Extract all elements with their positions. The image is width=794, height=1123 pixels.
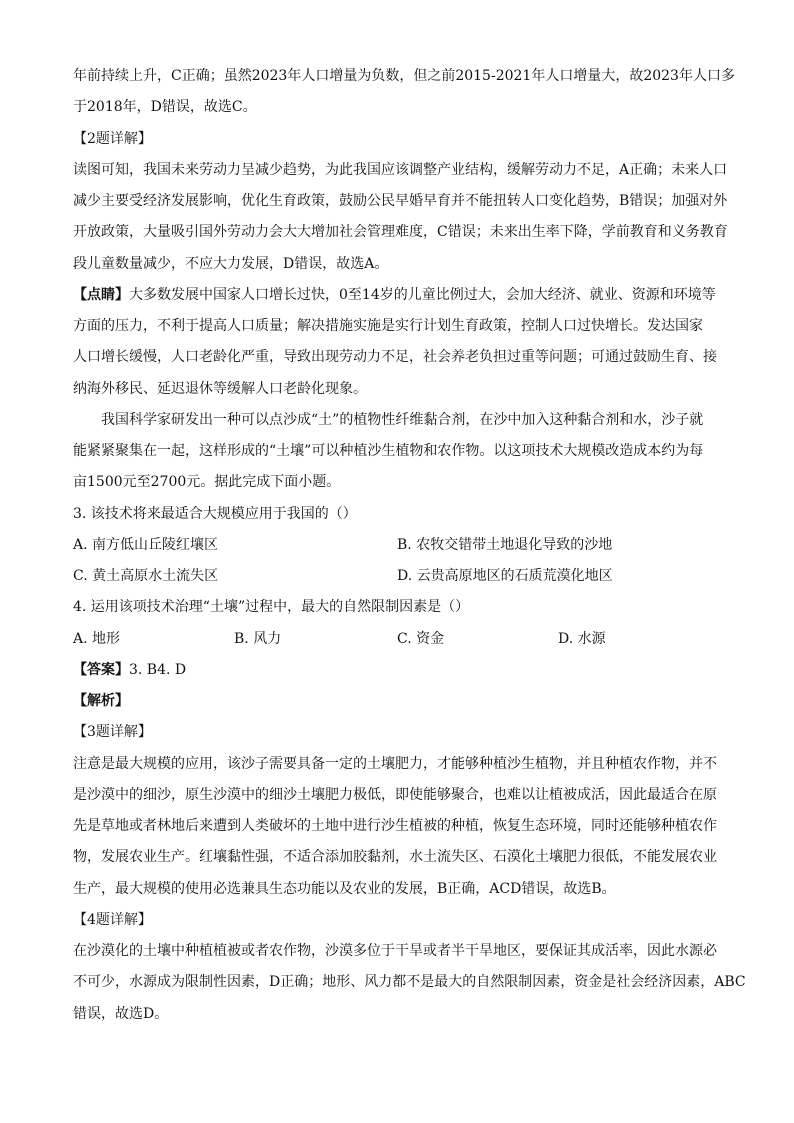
intro-first-line: 我国科学家研发出一种可以点沙成“土”的植物性纤维黏合剂，在沙中加入这种黏合剂和水，沙子就 bbox=[101, 412, 704, 428]
q4-option-b: B. 风力 bbox=[234, 631, 282, 647]
q4-option-a: A. 地形 bbox=[73, 631, 121, 647]
q3-option-c: C. 黄土高原水土流失区 bbox=[73, 568, 219, 584]
text-line: 人口增长缓慢，人口老龄化严重，导致出现劳动力不足，社会养老负担过重等问题；可通过鼓励生育、接 bbox=[73, 349, 717, 365]
text-line: 不可少，水源成为限制性因素，D正确；地形、风力都不是最大的自然限制因素，资金是社会经济因素，ABC bbox=[73, 974, 746, 990]
text-line: 方面的压力，不利于提高人口质量；解决措施实施是实行计划生育政策，控制人口过快增长。发达国家 bbox=[73, 318, 703, 334]
text-line: 物，发展农业生产。红壤黏性强，不适合添加胶黏剂，水土流失区、石漠化土壤肥力很低，不能发展农业 bbox=[73, 849, 717, 865]
text-line: 段儿童数量减少，不应大力发展，D错误，故选A。 bbox=[73, 256, 389, 272]
question-4: 4. 运用该项技术治理“土壤”过程中，最大的自然限制因素是（） bbox=[73, 599, 470, 615]
answer-text: 3. B4. D bbox=[129, 662, 187, 678]
text-line: 注意是最大规模的应用，该沙子需要具备一定的土壤肥力，才能够种植沙生植物，并且种植农作物，并不 bbox=[73, 756, 717, 772]
text-line: 年前持续上升，C正确；虽然2023年人口增量为负数，但之前2015-2021年人口增量大，故2023年人口多 bbox=[73, 68, 735, 84]
answer-tag: 【答案】 bbox=[73, 662, 129, 678]
text-line: 能紧紧聚集在一起，这样形成的“土壤”可以种植沙生植物和农作物。以这项技术大规模改造成本约为每 bbox=[73, 443, 704, 459]
analysis-heading: 【解析】 bbox=[73, 693, 129, 709]
text-line: 是沙漠中的细沙，原生沙漠中的细沙土壤肥力极低，即使能够聚合，也难以让植被成活，因此最适合在原 bbox=[73, 787, 717, 803]
section-heading: 【4题详解】 bbox=[73, 912, 152, 928]
q4-option-d: D. 水源 bbox=[558, 631, 606, 647]
q3-option-a: A. 南方低山丘陵红壤区 bbox=[73, 537, 219, 553]
section-heading: 【2题详解】 bbox=[73, 131, 152, 147]
answer-line bbox=[73, 660, 723, 680]
q3-option-b: B. 农牧交错带土地退化导致的沙地 bbox=[397, 537, 613, 553]
dianjing-tag: 【点睛】 bbox=[73, 287, 129, 303]
text-line: 减少主要受经济发展影响，优化生育政策，鼓励公民早婚早育并不能扭转人口变化趋势，B错误；加强对外 bbox=[73, 193, 728, 209]
text-line: 亩1500元至2700元。据此完成下面小题。 bbox=[73, 474, 341, 490]
q3-option-d: D. 云贵高原地区的石质荒漠化地区 bbox=[397, 568, 613, 584]
text-line: 错误，故选D。 bbox=[73, 1006, 169, 1022]
dianjing-text: 大多数发展中国家人口增长过快，0至14岁的儿童比例过大，会加大经济、就业、资源和环境等 bbox=[129, 287, 716, 303]
text-line: 开放政策，大量吸引国外劳动力会大大增加社会管理难度，C错误；未来出生率下降，学前教育和义务教育 bbox=[73, 224, 728, 240]
section-heading: 【3题详解】 bbox=[73, 724, 152, 740]
text-line: 于2018年，D错误，故选C。 bbox=[73, 99, 257, 115]
dianjing-line bbox=[73, 285, 723, 305]
text-line: 读图可知，我国未来劳动力呈减少趋势，为此我国应该调整产业结构，缓解劳动力不足，A正确；未来人口 bbox=[73, 162, 728, 178]
text-line: 先是草地或者林地后来遭到人类破坏的土地中进行沙生植被的种植，恢复生态环境，同时还能够种植农作 bbox=[73, 818, 717, 834]
text-line: 在沙漠化的土壤中种植植被或者农作物，沙漠多位于干旱或者半干旱地区，要保证其成活率，因此水源必 bbox=[73, 943, 717, 959]
text-line: 生产，最大规模的使用必选兼具生态功能以及农业的发展，B正确，ACD错误，故选B。 bbox=[73, 881, 616, 897]
q4-option-c: C. 资金 bbox=[397, 631, 445, 647]
text-line: 纳海外移民、延迟退休等缓解人口老龄化现象。 bbox=[73, 381, 367, 397]
question-3: 3. 该技术将来最适合大规模应用于我国的（） bbox=[73, 506, 357, 522]
